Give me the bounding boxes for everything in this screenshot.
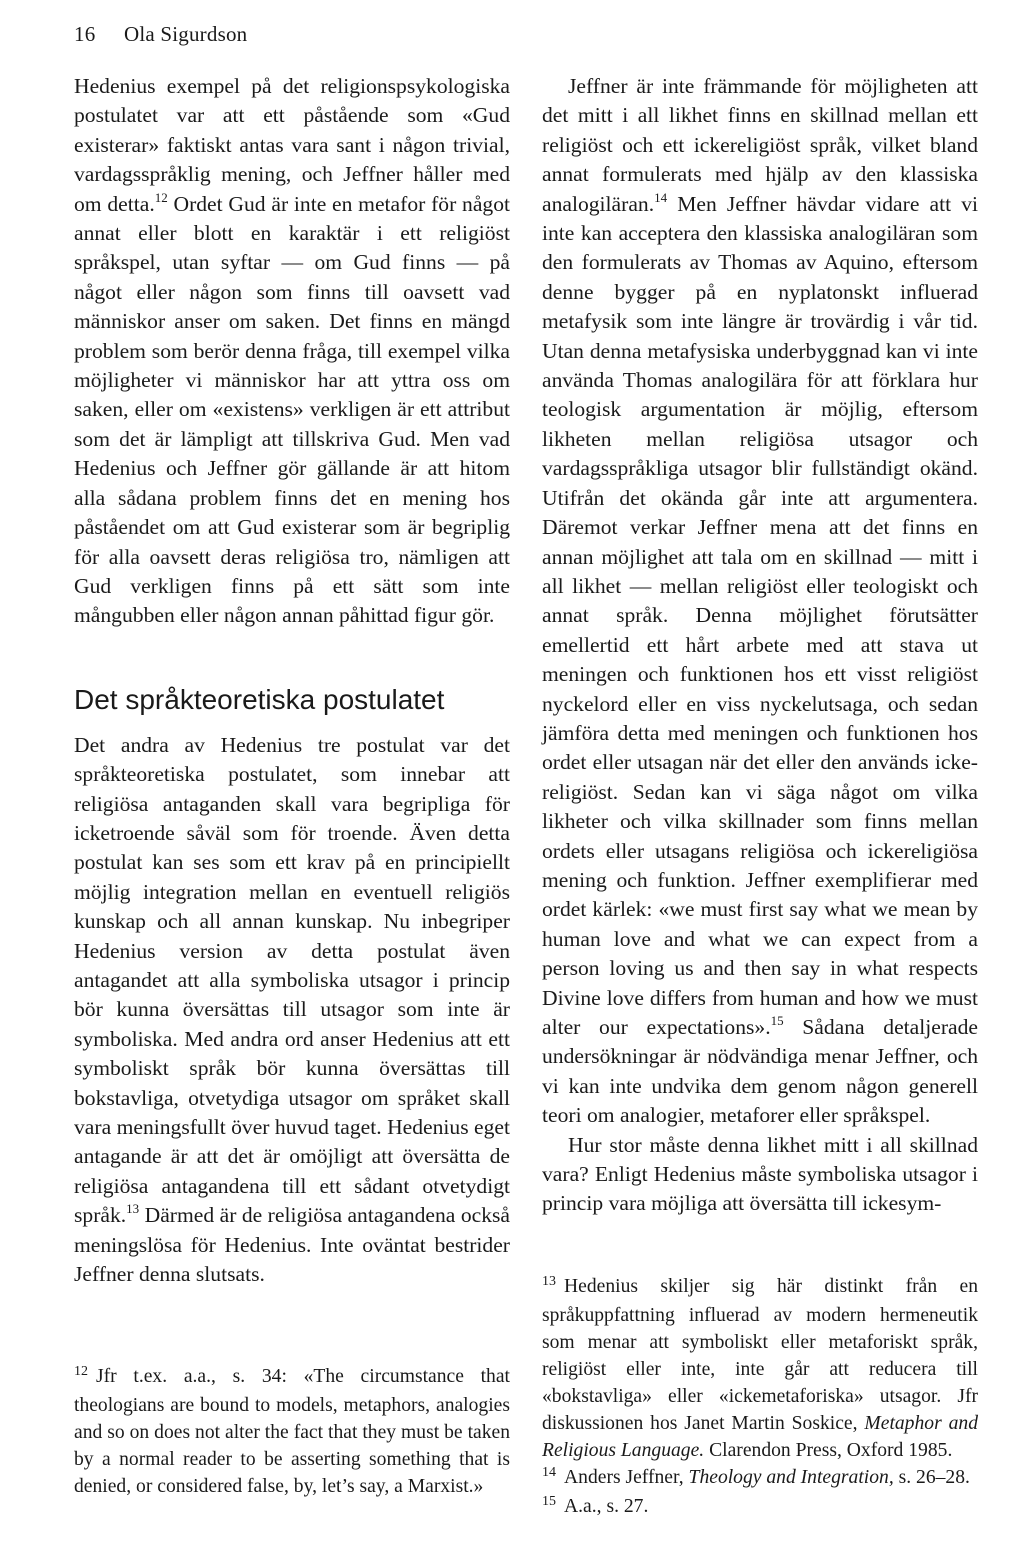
- footnote-number: 13: [542, 1273, 556, 1289]
- footnote-ref: 12: [154, 189, 168, 205]
- footnote: [542, 1493, 978, 1522]
- page-number: 16: [74, 22, 96, 46]
- paragraph-text: Ordet Gud är inte en metafor för något annat eller blott en karaktär i ett religiöst språkspel, utan syftar — om Gud finns — på något eller någon som finns till oavsett vad människor anser om saken. Det finns en mängd problem som berör denna fråga, till exempel vilka möjligheter vi människor har att yttra oss om saken, eller om «existens» verkligen är ett attribut som det är lämpligt att tillskriva Gud. Men vad Hedenius och Jeffner gör gällande är att hitom alla sådana problem finns det en mening hos påståendet om att Gud existerar som är begriplig för alla oavsett deras religiösa tro, nämligen att Gud verkligen finns på ett sätt som inte mångubben eller någon annan påhittad figur gör.: [74, 191, 510, 628]
- paragraph-text: Sådana detaljerade undersökningar är nödvändiga menar Jeffner, och vi kan inte undvika dem genom någon generell teori om analogier, metaforer eller språkspel.: [542, 1015, 979, 1128]
- footnote-ref: 13: [126, 1201, 140, 1217]
- section-heading: Det språkteoretiska postulatet: [74, 683, 445, 715]
- paragraph-text: Därmed är de religiösa antagandena också meningslösa för Hedenius. Inte oväntat bestrider Jeffner denna slutsats.: [74, 1203, 510, 1287]
- author-name: Ola Sigurdson: [124, 22, 248, 46]
- footnote-text: Clarendon Press, Oxford 1985.: [704, 1439, 953, 1461]
- footnote-text: Jfr t.ex. a.a., s. 34: «The circumstance that theologians are bound to models, metaphors, analogies and so on does not alter the fact that they must be taken by a normal reader to be asserting something that is denied, or considered false, by, let’s say, a Marxist.»: [74, 1366, 510, 1498]
- paragraph-text: Det andra av Hedenius tre postulat var det språkteoretiska postulatet, som innebar att religiösa antaganden skall vara begripliga för icketroende såväl som för troende. Även detta postulat kan ses som ett krav på en principiellt möjlig integration mellan en eventuell religiös kunskap och all annan kunskap. Nu inbegriper Hedenius version av detta postulat även antagandet att alla symboliska utsagor i princip bör kunna översättas till utsagor som inte är symboliska. Med andra ord anser Hedenius att ett symboliskt språk bör kunna översättas till bokstavliga, otvetydiga utsagor om språket skall vara meningsfullt över huvud taget. Hedenius eget antagande är att det är omöjligt att översätta de religiösa antagandena till ett sådant otvetydigt språk.: [74, 732, 510, 1228]
- footnote: [542, 1464, 978, 1493]
- running-header: [74, 22, 247, 47]
- footnote-number: 14: [542, 1464, 556, 1480]
- paragraph: Hur stor måste denna likhet mitt i all skillnad vara? Enligt Hedenius måste symboliska utsagor i princip vara möjliga att översätta till ickesym-: [542, 1132, 978, 1216]
- right-column: [542, 72, 978, 1522]
- footnote: [542, 1273, 978, 1464]
- footnote-text: Anders Jeffner,: [564, 1466, 689, 1488]
- paragraph-text: Hedenius exempel på det religionspsykologiska postulatet var att ett påstående som «Gud existerar» faktiskt antas vara sant i någon trivial, vardagsspråklig mening, och Jeffner håller med om detta.: [74, 74, 510, 216]
- paragraph: [542, 72, 978, 1131]
- book-title: Metaphor and Religious Language.: [542, 1412, 978, 1461]
- left-column: [74, 72, 510, 1500]
- footnote-text: A.a., s. 27.: [564, 1495, 649, 1517]
- footnote-text: Hedenius skiljer sig här distinkt från en språkuppfattning influerad av modern hermeneutik som menar att symboliskt eller metaforiskt språk, religiöst eller inte, inte går att reducera till «bokstavliga» eller «ickemetaforiska» utsagor. Jfr diskussionen hos Janet Martin Soskice,: [542, 1275, 978, 1434]
- footnotes: [542, 1273, 978, 1522]
- book-title: Theology and Integration,: [688, 1466, 894, 1488]
- paragraph: [74, 731, 510, 1290]
- paragraph: [74, 72, 510, 631]
- paragraph-text: Jeffner är inte främmande för möjligheten att det mitt i all likhet finns en skillnad mellan ett religiöst och ett ickereligiöst språk, vilket bland annat formulerats med hjälp av den klassiska analogiläran.: [542, 74, 978, 216]
- paragraph-text: Men Jeffner hävdar vidare att vi inte kan acceptera den klassiska analogiläran som den formulerats av Thomas av Aquino, eftersom denne bygger på en nyplatonskt influerad metafysik som inte längre är trovärdig i vår tid. Utan denna metafysiska underbyggnad kan vi inte använda Thomas analogilära för att förklara hur teologisk argumentation är möjlig, eftersom likheten mellan religiösa utsagor och vardagsspråkliga utsagor blir fullständigt okänd. Utifrån det okända går inte att argumentera. Däremot verkar Jeffner mena att det finns en annan möjlighet att tala om en skillnad — mitt i all likhet — mellan religiöst eller teologiskt och annat språk. Denna möjlighet förutsätter emellertid ett hårt arbete med att stava ut meningen och funktionen hos ett visst religiöst nyckelord eller en viss nyckelutsaga, och sedan jämföra detta med meningen och funktionen hos ordet eller utsagan när det eller den används icke-religiöst. Sedan kan vi säga något om vilka likheter och vilka skillnader som finns mellan ordets eller utsagans religiösa och ickereligiösa mening och funktion. Jeffner exemplifierar med ordet kärlek: «we must first say what we mean by human love and what we can expect from a person loving us and then say in what respects Divine love differs from human and how we must alter our expectations».: [542, 191, 978, 1039]
- footnote-number: 12: [74, 1364, 88, 1380]
- footnotes: [74, 1363, 510, 1500]
- footnote-ref: 15: [770, 1013, 784, 1028]
- footnote: [74, 1363, 510, 1500]
- footnote-number: 15: [542, 1493, 556, 1509]
- footnote-ref: 14: [654, 189, 668, 205]
- footnote-text: s. 26–28.: [893, 1466, 970, 1488]
